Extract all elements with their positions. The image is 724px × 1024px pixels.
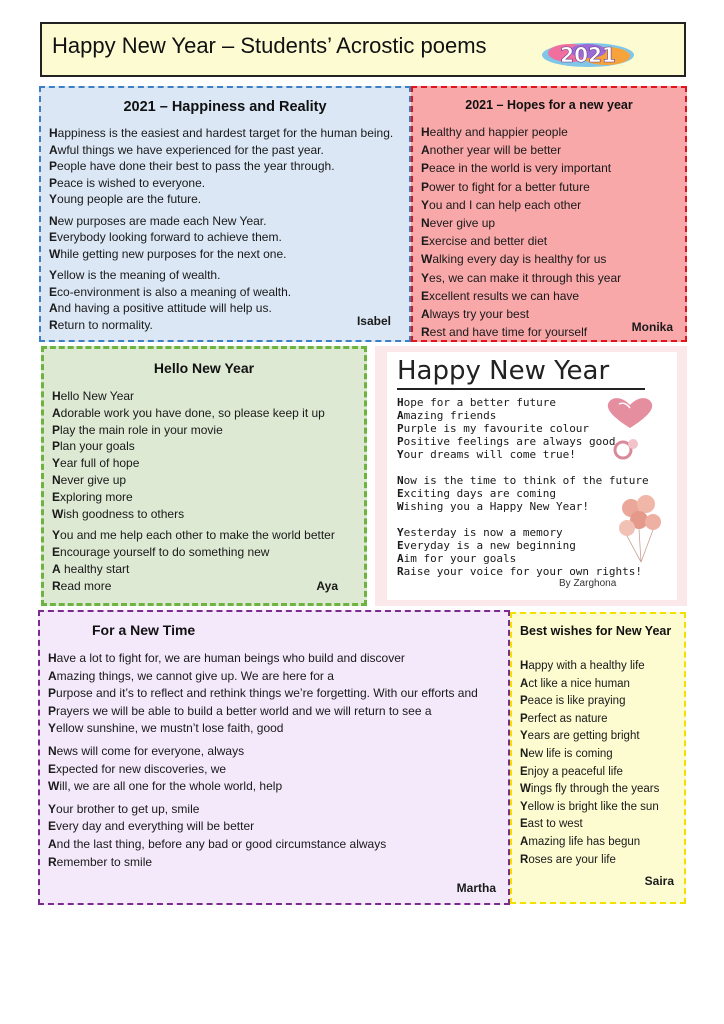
poem-title: 2021 – Hopes for a new year	[465, 98, 633, 112]
poem-line-text: xercise and better diet	[429, 234, 548, 249]
poem-line	[520, 693, 676, 711]
acrostic-initial: H	[52, 389, 61, 403]
poem-line-text: ou and I can help each other	[429, 197, 582, 212]
acrostic-initial: A	[397, 552, 404, 565]
poem-line-text: ill, we are all one for the whole world, help	[59, 779, 283, 794]
acrostic-initial: R	[48, 854, 57, 869]
acrostic-initial: Y	[520, 730, 528, 743]
poem-line-text: wful things we have experienced for the past year.	[57, 142, 324, 157]
card-heading-underline	[397, 388, 645, 390]
poem-author: Saira	[644, 874, 674, 888]
poem-line	[520, 728, 676, 746]
acrostic-initial: H	[520, 660, 529, 672]
poem-line	[48, 818, 500, 836]
poem-line-text: co-environment is also a meaning of wealth.	[57, 284, 292, 299]
acrostic-initial: Y	[52, 528, 61, 543]
acrostic-initial: P	[49, 175, 58, 190]
acrostic-initial: R	[397, 565, 404, 578]
acrostic-initial: A	[52, 561, 61, 576]
acrostic-initial: N	[397, 474, 404, 487]
poem-line	[49, 125, 401, 142]
poem-line-text: erfect as nature	[527, 712, 608, 725]
poem-line	[421, 141, 677, 159]
poem-line-text: appiness is the easiest and hardest target for the human being.	[57, 126, 394, 140]
acrostic-initial: R	[52, 578, 61, 593]
poem-line-text: xcellent results we can have	[429, 288, 580, 303]
poem-line	[52, 544, 356, 561]
poem-line	[48, 801, 500, 819]
poem-author: Aya	[316, 579, 338, 593]
acrostic-initial: A	[49, 142, 58, 157]
card-line	[397, 565, 642, 578]
poem-line	[520, 781, 676, 799]
poem-line	[49, 142, 401, 159]
poem-title: Hello New Year	[153, 360, 255, 376]
poem-line-text: ealthy and happier people	[429, 125, 568, 139]
card-heading: Happy New Year	[397, 356, 610, 386]
poem-line	[49, 213, 401, 230]
page-title: Happy New Year – Students’ Acrostic poems	[52, 33, 487, 58]
poem-line	[520, 816, 676, 834]
poem-line	[49, 158, 401, 175]
acrostic-initial: E	[48, 819, 57, 834]
poem-title: 2021 – Happiness and Reality	[123, 99, 327, 115]
card-line	[397, 539, 576, 552]
poem-line-text: appy with a healthy life	[528, 660, 645, 672]
poem-line-text: ears are getting bright	[527, 730, 640, 743]
poem-line	[52, 438, 356, 455]
poem-line-text: mazing life has begun	[528, 835, 641, 848]
card-line-text: im for your goals	[403, 552, 517, 565]
poem-line	[520, 852, 676, 870]
poem-line	[48, 836, 500, 854]
acrostic-initial: Y	[520, 800, 528, 813]
poem-line	[520, 658, 676, 676]
poem-lines	[48, 650, 500, 871]
poem-line-text: es, we can make it through this year	[429, 270, 622, 285]
acrostic-initial: N	[52, 472, 61, 487]
poem-line-text: ct like a nice human	[528, 677, 630, 690]
poem-title: For a New Time	[92, 622, 196, 638]
acrostic-initial: E	[520, 818, 528, 831]
heart-gift-icon	[601, 394, 659, 430]
poem-line-text: ellow sunshine, we mustn’t lose faith, good	[56, 721, 284, 736]
poem-line-text: njoy a peaceful life	[527, 765, 623, 778]
poem-author: Monika	[631, 320, 673, 334]
acrostic-initial: H	[421, 125, 430, 139]
acrostic-initial: Y	[49, 192, 58, 206]
poem-line-text: our brother to get up, smile	[56, 801, 200, 816]
acrostic-initial: E	[397, 539, 404, 552]
poem-line-text: eace is wished to everyone.	[57, 175, 206, 190]
poem-line-text: rayers we will be able to build a better world and we will return to see a	[56, 703, 432, 718]
poem-line-text: nd having a positive attitude will help us.	[57, 301, 272, 315]
poem-line	[421, 123, 677, 141]
poem-title: Best wishes for New Year	[520, 624, 672, 638]
acrostic-initial: E	[421, 288, 430, 303]
poem-line-text: lay the main role in your movie	[60, 422, 223, 437]
poem-line-text: mazing things, we cannot give up. We are here for a	[56, 668, 334, 683]
poem-line	[48, 685, 500, 703]
poem-line	[520, 746, 676, 764]
acrostic-initial: Y	[48, 721, 57, 736]
poem-line	[49, 317, 401, 334]
poem-line	[421, 287, 677, 305]
balloons-icon	[613, 490, 667, 564]
poem-line	[49, 191, 401, 208]
poem-line	[52, 455, 356, 472]
acrostic-initial: A	[49, 301, 58, 315]
poem-line-text: ew life is coming	[528, 747, 613, 760]
acrostic-initial: E	[48, 761, 57, 776]
acrostic-initial: Y	[48, 801, 57, 816]
acrostic-initial: A	[52, 405, 61, 420]
poem-line-text: urpose and it’s to reflect and rethink things we’re forgetting. With our efforts and	[56, 686, 478, 701]
poem-line	[421, 214, 677, 232]
poem-line	[52, 472, 356, 489]
poem-line	[49, 284, 401, 301]
acrostic-initial: P	[52, 422, 61, 437]
poem-line	[52, 527, 356, 544]
acrostic-initial: E	[49, 230, 58, 244]
card-line-text: urple is my favourite colour	[403, 422, 590, 435]
acrostic-initial: P	[397, 435, 404, 448]
acrostic-initial: Y	[49, 268, 58, 282]
acrostic-initial: H	[48, 651, 57, 665]
card-line	[397, 396, 556, 409]
poem-line-text: ellow is bright like the sun	[527, 800, 659, 813]
acrostic-initial: Y	[397, 448, 404, 461]
acrostic-initial: A	[520, 835, 529, 848]
poem-line	[48, 720, 500, 738]
poem-line-text: ello New Year	[60, 389, 135, 403]
acrostic-initial: R	[421, 325, 430, 340]
poem-line	[520, 834, 676, 852]
poem-line-text: nd the last thing, before any bad or good circumstance always	[56, 836, 387, 851]
poem-line	[49, 267, 401, 284]
poem-line-text: ear full of hope	[60, 456, 140, 471]
acrostic-initial: Y	[52, 456, 61, 471]
greeting-card-panel	[375, 346, 687, 606]
poem-line-text: alking every day is healthy for us	[432, 252, 607, 267]
year-badge-2021	[540, 38, 636, 70]
acrostic-initial: P	[49, 159, 58, 173]
acrostic-initial: P	[48, 703, 57, 718]
card-line-text: ositive feelings are always good	[403, 435, 616, 448]
acrostic-initial: P	[48, 686, 57, 701]
poem-line	[520, 676, 676, 694]
acrostic-initial: Y	[397, 526, 404, 539]
acrostic-initial: P	[397, 422, 404, 435]
poem-line	[48, 778, 500, 796]
acrostic-initial: A	[520, 677, 529, 690]
card-line	[397, 435, 616, 448]
poem-line-text: ou and me help each other to make the world better	[60, 528, 335, 543]
poem-line-text: eople have done their best to pass the year through.	[57, 159, 335, 173]
acrostic-initial: E	[52, 489, 61, 504]
poem-line	[421, 178, 677, 196]
acrostic-initial: W	[397, 500, 404, 513]
card-line-text: ishing you a Happy New Year!	[403, 500, 590, 513]
poem-line-text: ast to west	[527, 818, 583, 831]
card-line	[397, 526, 563, 539]
poem-box-happiness-and-reality	[39, 86, 411, 342]
poem-line	[52, 388, 356, 405]
card-line-text: ow is the time to think of the future	[403, 474, 649, 487]
acrostic-initial: Y	[421, 270, 430, 285]
year-badge-text: 2021	[560, 43, 616, 67]
poem-line-text: lan your goals	[60, 439, 135, 454]
poem-line	[520, 711, 676, 729]
poem-line-text: est and have time for yourself	[429, 325, 588, 340]
card-line	[397, 409, 496, 422]
acrostic-initial: E	[397, 487, 404, 500]
poem-line	[52, 561, 356, 578]
poem-lines	[49, 125, 401, 333]
poem-box-hello-new-year	[41, 346, 367, 606]
acrostic-initial: A	[421, 307, 430, 322]
card-line-text: xciting days are coming	[403, 487, 556, 500]
poem-author: Isabel	[356, 314, 391, 328]
acrostic-initial: W	[49, 246, 61, 261]
poem-line	[49, 229, 401, 246]
ring-icon	[609, 434, 645, 462]
acrostic-initial: W	[520, 783, 531, 796]
poem-line-text: hile getting new purposes for the next one.	[60, 246, 287, 261]
poem-line-text: ish goodness to others	[63, 506, 185, 521]
poem-line-text: ead more	[60, 578, 112, 593]
acrostic-initial: E	[421, 234, 430, 249]
poem-line-text: ews will come for everyone, always	[56, 743, 245, 758]
poem-line-text: very day and everything will be better	[56, 819, 255, 834]
acrostic-initial: A	[48, 668, 57, 683]
acrostic-initial: H	[49, 126, 58, 140]
poem-line-text: eace in the world is very important	[429, 161, 612, 176]
poem-box-for-a-new-time	[38, 610, 510, 905]
acrostic-initial: N	[48, 743, 57, 758]
poem-line	[49, 246, 401, 263]
card-line-text: aise your voice for your own rights!	[403, 565, 643, 578]
poem-line-text: dorable work you have done, so please keep it up	[60, 405, 325, 420]
poem-line-text: oses are your life	[528, 853, 616, 866]
poem-box-hopes-for-a-new-year	[411, 86, 687, 342]
poem-line-text: ever give up	[429, 216, 496, 231]
card-line-text: ope for a better future	[403, 396, 556, 409]
poem-line	[52, 489, 356, 506]
acrostic-initial: E	[520, 765, 528, 778]
acrostic-initial: P	[52, 439, 61, 454]
poem-line	[52, 578, 356, 595]
card-line	[397, 487, 556, 500]
page-header	[40, 22, 686, 77]
acrostic-initial: P	[421, 161, 430, 176]
poem-line-text: ave a lot to fight for, we are human beings who build and discover	[56, 651, 405, 665]
poem-line	[52, 422, 356, 439]
poem-line	[48, 650, 500, 668]
card-line-text: veryday is a new beginning	[403, 539, 576, 552]
acrostic-initial: N	[421, 216, 430, 231]
acrostic-initial: A	[397, 409, 404, 422]
poem-line	[48, 668, 500, 686]
poem-line	[421, 196, 677, 214]
poem-line	[48, 854, 500, 872]
poem-line	[421, 250, 677, 268]
poem-line-text: ings fly through the years	[530, 783, 660, 796]
poem-line	[52, 506, 356, 523]
poem-lines	[520, 658, 676, 869]
poem-line-text: eturn to normality.	[57, 317, 153, 332]
card-line-text: mazing friends	[403, 409, 497, 422]
poem-line	[520, 799, 676, 817]
poem-line	[421, 159, 677, 177]
poem-line-text: lways try your best	[429, 307, 530, 322]
poem-line	[520, 764, 676, 782]
acrostic-initial: R	[49, 317, 58, 332]
poem-line-text: verybody looking forward to achieve them.	[57, 230, 282, 244]
poem-line-text: eace is like praying	[527, 695, 626, 708]
card-line	[397, 552, 516, 565]
poem-line-text: ew purposes are made each New Year.	[57, 213, 267, 228]
card-line-text: our dreams will come true!	[403, 448, 576, 461]
poem-line	[48, 761, 500, 779]
poem-line	[48, 703, 500, 721]
poem-line	[52, 405, 356, 422]
acrostic-initial: P	[421, 179, 430, 194]
acrostic-initial: Y	[421, 197, 430, 212]
poem-line	[49, 175, 401, 192]
poem-line-text: xploring more	[60, 489, 133, 504]
poem-line-text: emember to smile	[56, 854, 153, 869]
card-line-text: esterday is now a memory	[403, 526, 563, 539]
acrostic-initial: W	[421, 252, 433, 267]
poem-line-text: healthy start	[60, 561, 130, 576]
acrostic-initial: W	[48, 779, 60, 794]
poem-line-text: nother year will be better	[429, 143, 562, 158]
acrostic-initial: A	[48, 836, 57, 851]
poem-author: Martha	[456, 881, 496, 895]
card-line	[397, 474, 649, 487]
greeting-card	[387, 352, 677, 600]
poem-line-text: oung people are the future.	[57, 192, 202, 206]
poem-line-text: ncourage yourself to do something new	[60, 545, 270, 560]
card-line	[397, 422, 589, 435]
card-line	[397, 448, 576, 461]
poem-line	[49, 300, 401, 317]
poem-line	[48, 743, 500, 761]
acrostic-initial: E	[49, 284, 58, 299]
poem-box-best-wishes	[510, 612, 686, 904]
poem-line-text: ever give up	[60, 472, 127, 487]
poem-line	[421, 232, 677, 250]
acrostic-initial: N	[49, 213, 58, 228]
acrostic-initial: P	[520, 695, 528, 708]
card-author: By Zarghona	[559, 578, 617, 589]
acrostic-initial: A	[421, 143, 430, 158]
poem-line-text: xpected for new discoveries, we	[56, 761, 227, 776]
acrostic-initial: P	[520, 712, 528, 725]
poem-line-text: ellow is the meaning of wealth.	[57, 268, 221, 282]
acrostic-initial: N	[520, 747, 529, 760]
acrostic-initial: R	[520, 853, 529, 866]
acrostic-initial: E	[52, 545, 61, 560]
card-line	[397, 500, 589, 513]
poem-lines	[421, 123, 677, 341]
poem-lines	[52, 388, 356, 595]
acrostic-initial: W	[52, 506, 64, 521]
acrostic-initial: H	[397, 396, 404, 409]
poem-line-text: ower to fight for a better future	[429, 179, 590, 194]
poem-line	[421, 269, 677, 287]
